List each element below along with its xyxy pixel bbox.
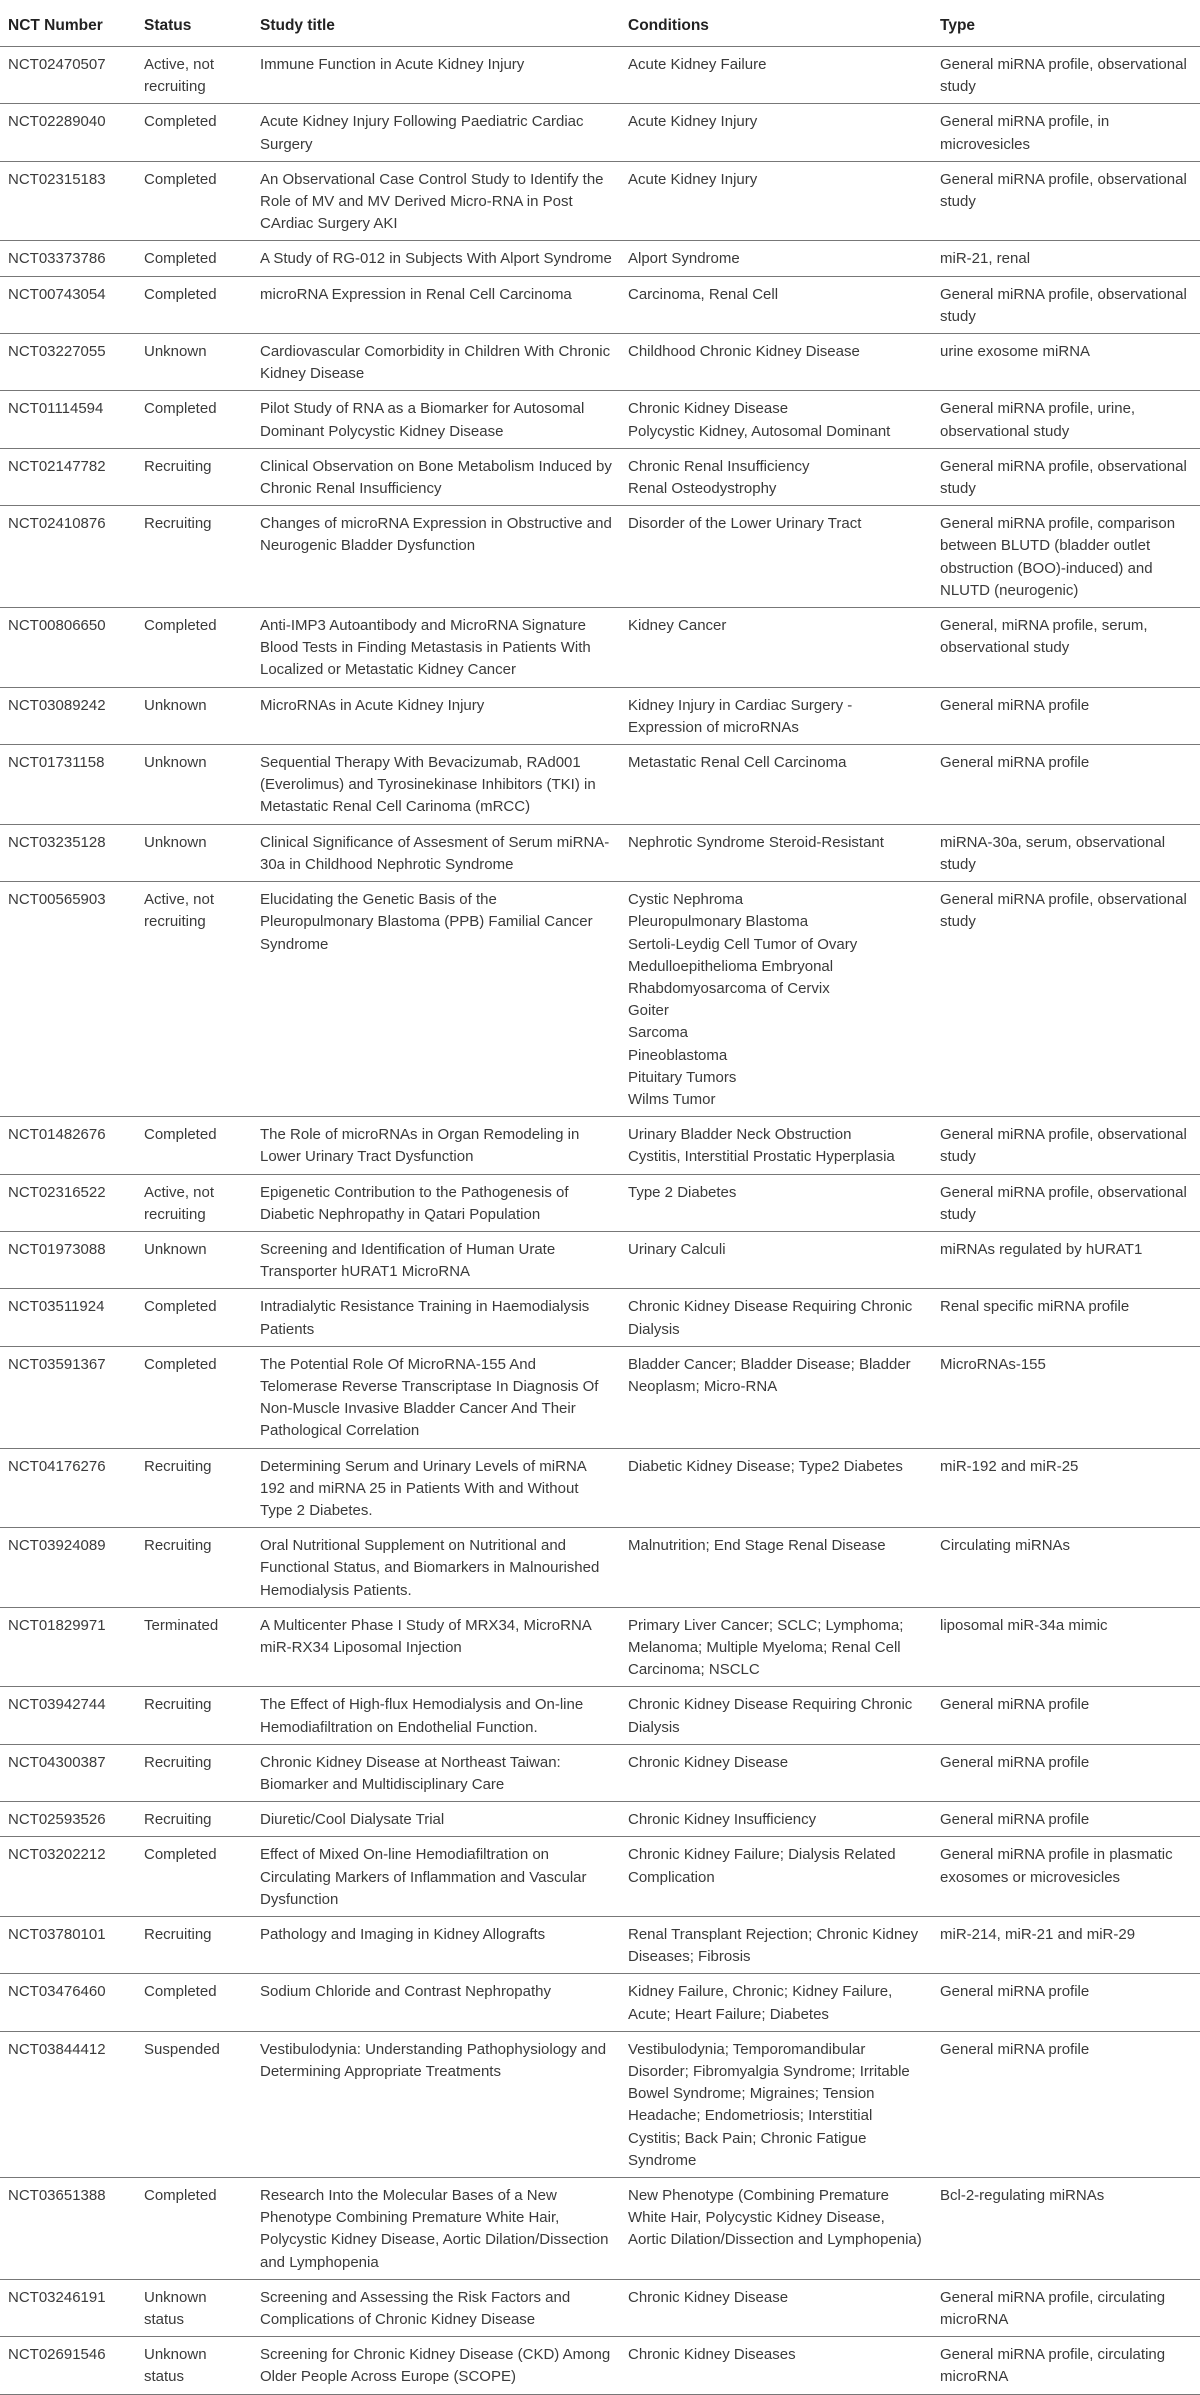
study-title-cell: Anti-IMP3 Autoantibody and MicroRNA Signature Blood Tests in Finding Metastasis in Patients With Localized or Metastatic Kidney Cancer xyxy=(252,608,620,688)
study-title-cell: Diuretic/Cool Dialysate Trial xyxy=(252,1802,620,1837)
condition-item: Primary Liver Cancer; SCLC; Lymphoma; Melanoma; Multiple Myeloma; Renal Cell Carcinoma; NSCLC xyxy=(628,1616,904,1679)
conditions-cell xyxy=(620,608,932,688)
table-row xyxy=(0,334,1200,391)
table-row xyxy=(0,824,1200,881)
study-title-cell: Determining Serum and Urinary Levels of miRNA 192 and miRNA 25 in Patients With and Without Type 2 Diabetes. xyxy=(252,1448,620,1528)
condition-item: Disorder of the Lower Urinary Tract xyxy=(628,515,862,533)
study-title-cell: Research Into the Molecular Bases of a New Phenotype Combining Premature White Hair, Polycystic Kidney Disease, Aortic Dilation/Dissection and Lymphopenia xyxy=(252,2178,620,2280)
study-title-cell: Clinical Significance of Assesment of Serum miRNA-30a in Childhood Nephrotic Syndrome xyxy=(252,824,620,881)
conditions-cell xyxy=(620,2337,932,2394)
study-title-cell: Sequential Therapy With Bevacizumab, RAd001 (Everolimus) and Tyrosinekinase Inhibitors (TKI) in Metastatic Renal Cell Carinoma (mRCC) xyxy=(252,745,620,825)
table-row xyxy=(0,104,1200,161)
condition-item: Acute Kidney Injury xyxy=(628,170,758,188)
study-title-cell: Immune Function in Acute Kidney Injury xyxy=(252,47,620,104)
table-row xyxy=(0,1607,1200,1687)
conditions-cell xyxy=(620,2279,932,2336)
type-cell: General miRNA profile, urine, observational study xyxy=(932,391,1200,448)
study-title-cell: Pathology and Imaging in Kidney Allografts xyxy=(252,1917,620,1974)
status-cell: Unknown xyxy=(136,334,252,391)
table-row xyxy=(0,2178,1200,2280)
nct-number-cell: NCT01973088 xyxy=(0,1231,136,1288)
table-row xyxy=(0,2031,1200,2177)
status-cell: Recruiting xyxy=(136,1687,252,1744)
table-row xyxy=(0,1744,1200,1801)
study-title-cell: The Effect of High-flux Hemodialysis and On-line Hemodiafiltration on Endothelial Function. xyxy=(252,1687,620,1744)
study-title-cell: Acute Kidney Injury Following Paediatric Cardiac Surgery xyxy=(252,104,620,161)
condition-item: Polycystic Kidney, Autosomal Dominant xyxy=(628,422,891,440)
study-title-cell: Pilot Study of RNA as a Biomarker for Autosomal Dominant Polycystic Kidney Disease xyxy=(252,391,620,448)
table-row xyxy=(0,882,1200,1117)
study-title-cell: Screening and Identification of Human Urate Transporter hURAT1 MicroRNA xyxy=(252,1231,620,1288)
study-title-cell: Epigenetic Contribution to the Pathogenesis of Diabetic Nephropathy in Qatari Population xyxy=(252,1174,620,1231)
study-title-cell: Elucidating the Genetic Basis of the Pleuropulmonary Blastoma (PPB) Familial Cancer Syndrome xyxy=(252,882,620,1117)
nct-number-cell: NCT03476460 xyxy=(0,1974,136,2031)
conditions-cell xyxy=(620,241,932,276)
table-row xyxy=(0,2337,1200,2394)
nct-number-cell: NCT03373786 xyxy=(0,241,136,276)
type-cell: miR-21, renal xyxy=(932,241,1200,276)
type-cell: urine exosome miRNA xyxy=(932,334,1200,391)
status-cell: Unknown xyxy=(136,1231,252,1288)
conditions-cell xyxy=(620,1346,932,1448)
conditions-cell xyxy=(620,1607,932,1687)
condition-item: Renal Osteodystrophy xyxy=(628,480,777,498)
condition-item: Sarcoma xyxy=(628,1024,689,1042)
type-cell: General miRNA profile xyxy=(932,687,1200,744)
type-cell: miRNA-30a, serum, observational study xyxy=(932,824,1200,881)
condition-item: Kidney Injury in Cardiac Surgery - Expression of microRNAs xyxy=(628,696,853,736)
nct-number-cell: NCT03511924 xyxy=(0,1289,136,1346)
status-cell: Unknown xyxy=(136,687,252,744)
study-title-cell: microRNA Expression in Renal Cell Carcinoma xyxy=(252,276,620,333)
clinical-trials-table xyxy=(0,6,1200,2395)
table-row xyxy=(0,448,1200,505)
condition-item: Sertoli-Leydig Cell Tumor of Ovary xyxy=(628,935,858,953)
condition-item: Carcinoma, Renal Cell xyxy=(628,285,779,303)
table-row xyxy=(0,687,1200,744)
conditions-cell xyxy=(620,687,932,744)
study-title-cell: Screening and Assessing the Risk Factors and Complications of Chronic Kidney Disease xyxy=(252,2279,620,2336)
condition-item: Acute Kidney Injury xyxy=(628,113,758,131)
conditions-cell xyxy=(620,1917,932,1974)
nct-number-cell: NCT04176276 xyxy=(0,1448,136,1528)
table-row xyxy=(0,1448,1200,1528)
study-title-cell: Chronic Kidney Disease at Northeast Taiwan: Biomarker and Multidisciplinary Care xyxy=(252,1744,620,1801)
status-cell: Completed xyxy=(136,276,252,333)
table-row xyxy=(0,1174,1200,1231)
table-row xyxy=(0,608,1200,688)
table-row xyxy=(0,1528,1200,1608)
condition-item: Pituitary Tumors xyxy=(628,1068,737,1086)
status-cell: Completed xyxy=(136,391,252,448)
type-cell: General miRNA profile, observational study xyxy=(932,882,1200,1117)
study-title-cell: Intradialytic Resistance Training in Haemodialysis Patients xyxy=(252,1289,620,1346)
table-row xyxy=(0,1231,1200,1288)
table-row xyxy=(0,1837,1200,1917)
condition-item: Chronic Kidney Failure; Dialysis Related Complication xyxy=(628,1846,896,1886)
nct-number-cell: NCT03235128 xyxy=(0,824,136,881)
header-type: Type xyxy=(932,6,1200,47)
study-title-cell: Oral Nutritional Supplement on Nutritional and Functional Status, and Biomarkers in Malnourished Hemodialysis Patients. xyxy=(252,1528,620,1608)
study-title-cell: Sodium Chloride and Contrast Nephropathy xyxy=(252,1974,620,2031)
condition-item: Nephrotic Syndrome Steroid-Resistant xyxy=(628,833,884,851)
conditions-cell xyxy=(620,1117,932,1174)
conditions-cell xyxy=(620,448,932,505)
nct-number-cell: NCT02289040 xyxy=(0,104,136,161)
status-cell: Recruiting xyxy=(136,1528,252,1608)
nct-number-cell: NCT03089242 xyxy=(0,687,136,744)
table-row xyxy=(0,1917,1200,1974)
nct-number-cell: NCT00806650 xyxy=(0,608,136,688)
table-row xyxy=(0,745,1200,825)
type-cell: liposomal miR-34a mimic xyxy=(932,1607,1200,1687)
status-cell: Recruiting xyxy=(136,1744,252,1801)
conditions-cell xyxy=(620,1528,932,1608)
condition-item: Malnutrition; End Stage Renal Disease xyxy=(628,1537,886,1555)
conditions-cell xyxy=(620,1744,932,1801)
type-cell: General miRNA profile, observational study xyxy=(932,448,1200,505)
type-cell: MicroRNAs-155 xyxy=(932,1346,1200,1448)
status-cell: Suspended xyxy=(136,2031,252,2177)
header-study-title: Study title xyxy=(252,6,620,47)
nct-number-cell: NCT03227055 xyxy=(0,334,136,391)
nct-number-cell: NCT00743054 xyxy=(0,276,136,333)
conditions-cell xyxy=(620,2031,932,2177)
nct-number-cell: NCT02147782 xyxy=(0,448,136,505)
type-cell: miRNAs regulated by hURAT1 xyxy=(932,1231,1200,1288)
header-conditions: Conditions xyxy=(620,6,932,47)
table-row xyxy=(0,161,1200,241)
condition-item: Goiter xyxy=(628,1002,669,1020)
nct-number-cell: NCT03591367 xyxy=(0,1346,136,1448)
status-cell: Completed xyxy=(136,1346,252,1448)
nct-number-cell: NCT02410876 xyxy=(0,506,136,608)
condition-item: Urinary Bladder Neck Obstruction xyxy=(628,1126,852,1144)
condition-item: Renal Transplant Rejection; Chronic Kidney Diseases; Fibrosis xyxy=(628,1926,919,1966)
nct-number-cell: NCT01731158 xyxy=(0,745,136,825)
type-cell: General miRNA profile in plasmatic exosomes or microvesicles xyxy=(932,1837,1200,1917)
status-cell: Recruiting xyxy=(136,1917,252,1974)
condition-item: Cystic Nephroma xyxy=(628,891,744,909)
type-cell: General miRNA profile, observational study xyxy=(932,161,1200,241)
status-cell: Active, not recruiting xyxy=(136,47,252,104)
nct-number-cell: NCT03942744 xyxy=(0,1687,136,1744)
condition-item: Chronic Kidney Disease xyxy=(628,1753,789,1771)
status-cell: Unknown status xyxy=(136,2337,252,2394)
conditions-cell xyxy=(620,391,932,448)
condition-item: Chronic Kidney Diseases xyxy=(628,2346,796,2364)
table-row xyxy=(0,276,1200,333)
condition-item: Rhabdomyosarcoma of Cervix xyxy=(628,979,830,997)
type-cell: General miRNA profile xyxy=(932,1687,1200,1744)
status-cell: Completed xyxy=(136,161,252,241)
type-cell: General miRNA profile, circulating microRNA xyxy=(932,2337,1200,2394)
status-cell: Active, not recruiting xyxy=(136,882,252,1117)
nct-number-cell: NCT03246191 xyxy=(0,2279,136,2336)
type-cell: General miRNA profile, observational study xyxy=(932,1117,1200,1174)
nct-number-cell: NCT02691546 xyxy=(0,2337,136,2394)
type-cell: General miRNA profile xyxy=(932,1744,1200,1801)
condition-item: Chronic Kidney Disease xyxy=(628,2288,789,2306)
condition-item: Childhood Chronic Kidney Disease xyxy=(628,343,860,361)
status-cell: Completed xyxy=(136,104,252,161)
study-title-cell: The Potential Role Of MicroRNA-155 And Telomerase Reverse Transcriptase In Diagnosis Of Non-Muscle Invasive Bladder Cancer And Their Pathological Correlation xyxy=(252,1346,620,1448)
conditions-cell xyxy=(620,1174,932,1231)
nct-number-cell: NCT03202212 xyxy=(0,1837,136,1917)
conditions-cell xyxy=(620,47,932,104)
status-cell: Unknown xyxy=(136,824,252,881)
table-row xyxy=(0,1289,1200,1346)
condition-item: Chronic Kidney Insufficiency xyxy=(628,1811,817,1829)
condition-item: Cystitis, Interstitial Prostatic Hyperplasia xyxy=(628,1148,895,1166)
condition-item: Pineoblastoma xyxy=(628,1046,728,1064)
table-row xyxy=(0,241,1200,276)
nct-number-cell: NCT02315183 xyxy=(0,161,136,241)
study-title-cell: The Role of microRNAs in Organ Remodeling in Lower Urinary Tract Dysfunction xyxy=(252,1117,620,1174)
type-cell: General miRNA profile, comparison between BLUTD (bladder outlet obstruction (BOO)-induced) and NLUTD (neurogenic) xyxy=(932,506,1200,608)
nct-number-cell: NCT01482676 xyxy=(0,1117,136,1174)
condition-item: Kidney Cancer xyxy=(628,617,727,635)
condition-item: Acute Kidney Failure xyxy=(628,56,767,73)
conditions-cell xyxy=(620,882,932,1117)
condition-item: Chronic Kidney Disease xyxy=(628,400,789,418)
table-row xyxy=(0,1974,1200,2031)
study-title-cell: Effect of Mixed On-line Hemodiafiltration on Circulating Markers of Inflammation and Vascular Dysfunction xyxy=(252,1837,620,1917)
table-row xyxy=(0,47,1200,104)
conditions-cell xyxy=(620,824,932,881)
type-cell: General miRNA profile, observational study xyxy=(932,1174,1200,1231)
status-cell: Completed xyxy=(136,241,252,276)
status-cell: Completed xyxy=(136,2178,252,2280)
condition-item: Alport Syndrome xyxy=(628,250,740,268)
status-cell: Completed xyxy=(136,1837,252,1917)
nct-number-cell: NCT02316522 xyxy=(0,1174,136,1231)
condition-item: New Phenotype (Combining Premature White Hair, Polycystic Kidney Disease, Aortic Dilation/Dissection and Lymphopenia) xyxy=(628,2187,922,2249)
study-title-cell: A Multicenter Phase I Study of MRX34, MicroRNA miR-RX34 Liposomal Injection xyxy=(252,1607,620,1687)
study-title-cell: Cardiovascular Comorbidity in Children With Chronic Kidney Disease xyxy=(252,334,620,391)
status-cell: Recruiting xyxy=(136,506,252,608)
status-cell: Recruiting xyxy=(136,1448,252,1528)
conditions-cell xyxy=(620,1687,932,1744)
conditions-cell xyxy=(620,1289,932,1346)
study-title-cell: Vestibulodynia: Understanding Pathophysiology and Determining Appropriate Treatments xyxy=(252,2031,620,2177)
condition-item: Chronic Renal Insufficiency xyxy=(628,457,810,475)
nct-number-cell: NCT01114594 xyxy=(0,391,136,448)
study-title-cell: Changes of microRNA Expression in Obstructive and Neurogenic Bladder Dysfunction xyxy=(252,506,620,608)
status-cell: Completed xyxy=(136,1289,252,1346)
conditions-cell xyxy=(620,1802,932,1837)
table-body xyxy=(0,47,1200,2395)
study-title-cell: MicroRNAs in Acute Kidney Injury xyxy=(252,687,620,744)
type-cell: General miRNA profile, observational study xyxy=(932,276,1200,333)
table-row xyxy=(0,1802,1200,1837)
condition-item: Bladder Cancer; Bladder Disease; Bladder Neoplasm; Micro-RNA xyxy=(628,1355,911,1395)
conditions-cell xyxy=(620,276,932,333)
type-cell: General miRNA profile, in microvesicles xyxy=(932,104,1200,161)
nct-number-cell: NCT03651388 xyxy=(0,2178,136,2280)
table-row xyxy=(0,391,1200,448)
nct-number-cell: NCT02593526 xyxy=(0,1802,136,1837)
conditions-cell xyxy=(620,1974,932,2031)
condition-item: Chronic Kidney Disease Requiring Chronic Dialysis xyxy=(628,1696,913,1736)
conditions-cell xyxy=(620,1448,932,1528)
nct-number-cell: NCT01829971 xyxy=(0,1607,136,1687)
conditions-cell xyxy=(620,745,932,825)
table-header xyxy=(0,6,1200,47)
type-cell: Renal specific miRNA profile xyxy=(932,1289,1200,1346)
condition-item: Metastatic Renal Cell Carcinoma xyxy=(628,754,847,772)
table-row xyxy=(0,1117,1200,1174)
status-cell: Unknown status xyxy=(136,2279,252,2336)
nct-number-cell: NCT03780101 xyxy=(0,1917,136,1974)
nct-number-cell: NCT03844412 xyxy=(0,2031,136,2177)
condition-item: Type 2 Diabetes xyxy=(628,1183,737,1201)
nct-number-cell: NCT02470507 xyxy=(0,47,136,104)
condition-item: Urinary Calculi xyxy=(628,1240,726,1258)
type-cell: General miRNA profile xyxy=(932,2031,1200,2177)
type-cell: General miRNA profile, circulating microRNA xyxy=(932,2279,1200,2336)
conditions-cell xyxy=(620,104,932,161)
conditions-cell xyxy=(620,334,932,391)
table-row xyxy=(0,1687,1200,1744)
nct-number-cell: NCT04300387 xyxy=(0,1744,136,1801)
condition-item: Pleuropulmonary Blastoma xyxy=(628,913,809,931)
status-cell: Completed xyxy=(136,1117,252,1174)
header-status: Status xyxy=(136,6,252,47)
status-cell: Completed xyxy=(136,1974,252,2031)
status-cell: Completed xyxy=(136,608,252,688)
condition-item: Vestibulodynia; Temporomandibular Disorder; Fibromyalgia Syndrome; Irritable Bowel Syndrome; Migraines; Tension Headache; Endometriosis; Interstitial Cystitis; Back Pain; Chronic Fatigue Syndrome xyxy=(628,2040,910,2169)
conditions-cell xyxy=(620,506,932,608)
study-title-cell: A Study of RG-012 in Subjects With Alport Syndrome xyxy=(252,241,620,276)
type-cell: miR-192 and miR-25 xyxy=(932,1448,1200,1528)
conditions-cell xyxy=(620,161,932,241)
condition-item: Chronic Kidney Disease Requiring Chronic Dialysis xyxy=(628,1298,913,1338)
conditions-cell xyxy=(620,2178,932,2280)
conditions-cell xyxy=(620,1231,932,1288)
conditions-cell xyxy=(620,1837,932,1917)
status-cell: Recruiting xyxy=(136,1802,252,1837)
table-row xyxy=(0,2279,1200,2336)
status-cell: Active, not recruiting xyxy=(136,1174,252,1231)
type-cell: Circulating miRNAs xyxy=(932,1528,1200,1608)
type-cell: General miRNA profile xyxy=(932,1802,1200,1837)
study-title-cell: An Observational Case Control Study to Identify the Role of MV and MV Derived Micro-RNA in Post CArdiac Surgery AKI xyxy=(252,161,620,241)
header-nct-number: NCT Number xyxy=(0,6,136,47)
study-title-cell: Screening for Chronic Kidney Disease (CKD) Among Older People Across Europe (SCOPE) xyxy=(252,2337,620,2394)
type-cell: General, miRNA profile, serum, observational study xyxy=(932,608,1200,688)
type-cell: General miRNA profile xyxy=(932,1974,1200,2031)
header-row xyxy=(0,6,1200,47)
status-cell: Unknown xyxy=(136,745,252,825)
type-cell: miR-214, miR-21 and miR-29 xyxy=(932,1917,1200,1974)
type-cell: General miRNA profile xyxy=(932,745,1200,825)
type-cell: Bcl-2-regulating miRNAs xyxy=(932,2178,1200,2280)
condition-item: Wilms Tumor xyxy=(628,1090,716,1108)
condition-item: Medulloepithelioma Embryonal xyxy=(628,957,834,975)
status-cell: Recruiting xyxy=(136,448,252,505)
condition-item: Kidney Failure, Chronic; Kidney Failure, Acute; Heart Failure; Diabetes xyxy=(628,1983,893,2023)
table-row xyxy=(0,506,1200,608)
type-cell: General miRNA profile, observational study xyxy=(932,47,1200,104)
study-title-cell: Clinical Observation on Bone Metabolism Induced by Chronic Renal Insufficiency xyxy=(252,448,620,505)
condition-item: Diabetic Kidney Disease; Type2 Diabetes xyxy=(628,1457,903,1475)
table-row xyxy=(0,1346,1200,1448)
nct-number-cell: NCT00565903 xyxy=(0,882,136,1117)
nct-number-cell: NCT03924089 xyxy=(0,1528,136,1608)
status-cell: Terminated xyxy=(136,1607,252,1687)
